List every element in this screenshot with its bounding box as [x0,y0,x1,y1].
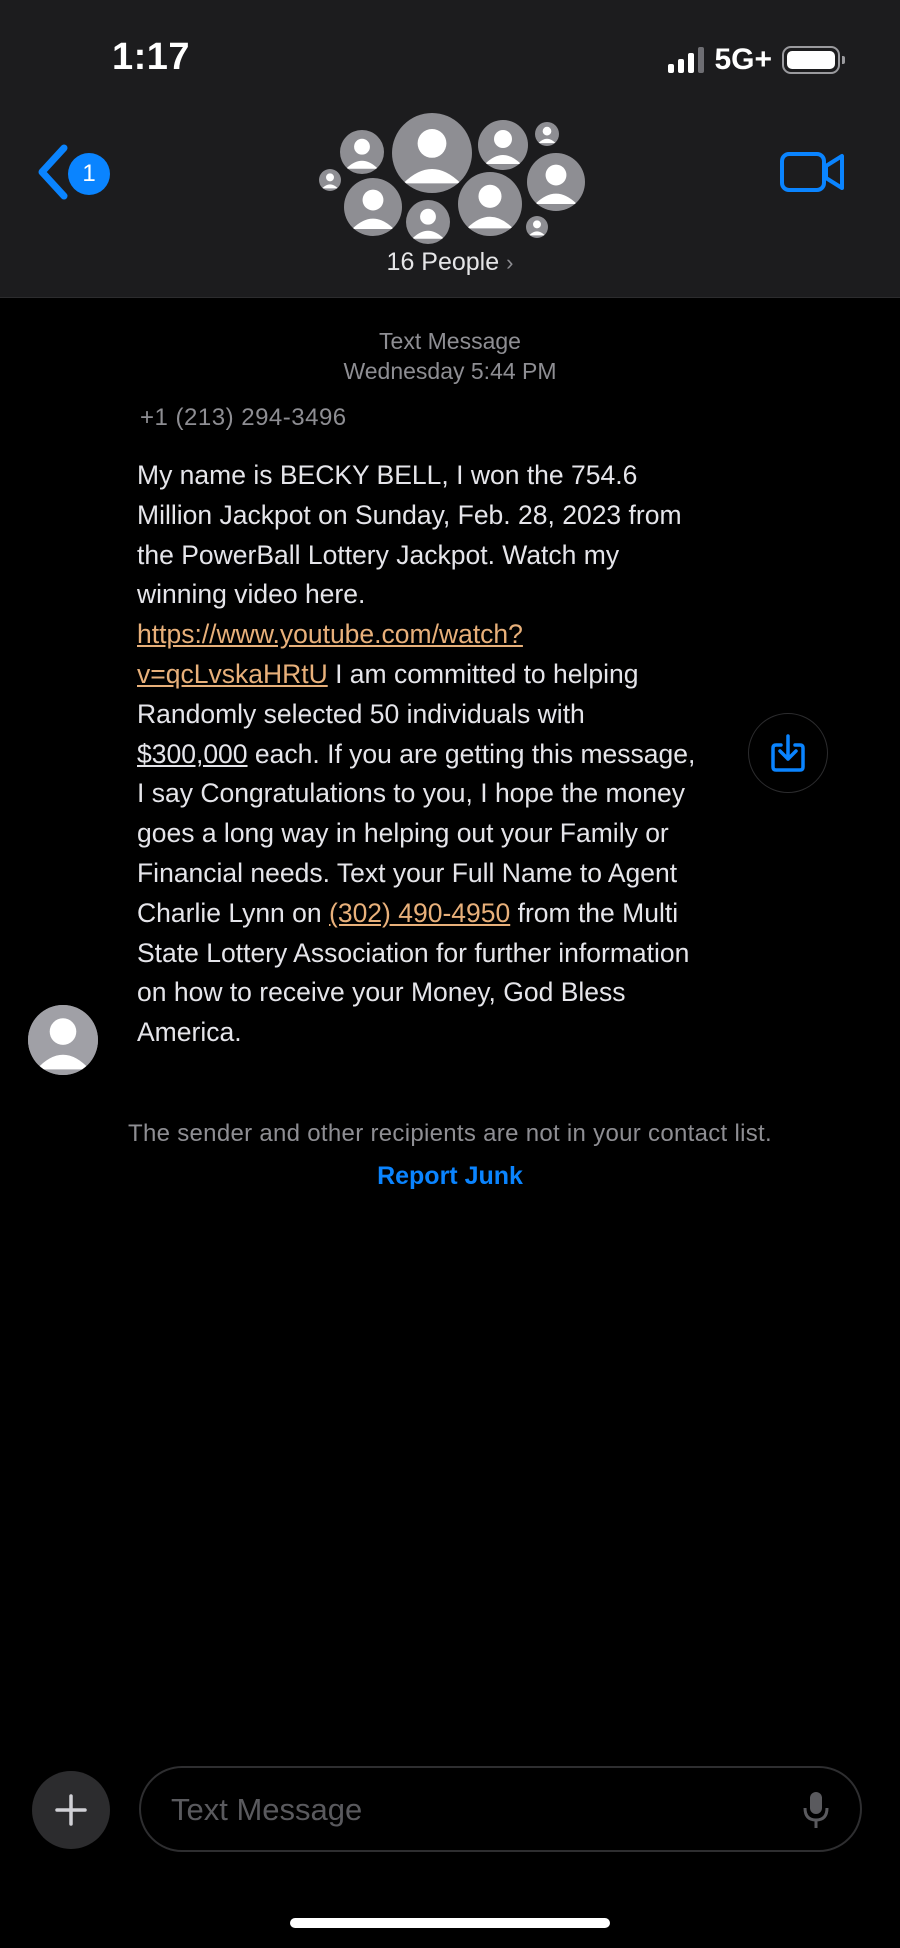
message-bubble[interactable] [137,456,697,1053]
group-title-label: 16 People [386,248,500,276]
avatar [392,113,472,193]
avatar [527,153,585,211]
message-text-4: from the Multi State Lottery Association for further information on how to receive your Money, God Bless America. [137,897,690,1048]
report-junk-link[interactable]: Report Junk [377,1162,523,1190]
message-link[interactable]: https://www.youtube.com/watch?v=qcLvskaHRtU [137,619,523,689]
avatar [478,120,528,170]
avatar [344,178,402,236]
avatar [526,216,548,238]
unknown-sender-notice: The sender and other recipients are not in your contact list. [128,1120,772,1147]
status-time: 1:17 [112,36,191,78]
message-timestamp: Wednesday 5:44 PM [343,358,557,384]
avatar [340,130,384,174]
battery-icon [782,46,840,74]
group-title[interactable] [350,248,550,277]
home-indicator[interactable] [290,1918,610,1928]
avatar [535,122,559,146]
avatar [458,172,522,236]
unread-count-badge[interactable]: 1 [68,153,110,195]
video-camera-icon[interactable] [780,150,844,194]
sender-avatar[interactable] [28,1005,98,1075]
status-indicators [668,42,840,78]
chevron-right-icon: › [506,250,514,275]
message-text-2: I am committed to helping Randomly selected 50 individuals with [137,658,639,729]
plus-icon [54,1793,88,1827]
message-input-box[interactable] [139,1766,862,1852]
message-text-3: each. If you are getting this message, I say Congratulations to you, I hope the money goes a long way in helping out your Family or Financial needs. Text your Full Name to Agent Charlie Lynn on [137,738,696,928]
service-label: Text Message [379,328,521,354]
sender-number: +1 (213) 294-3496 [140,404,347,431]
avatar [406,200,450,244]
apps-plus-button[interactable] [32,1771,110,1849]
microphone-icon[interactable] [802,1790,830,1830]
message-amount[interactable]: $300,000 [137,738,248,769]
conversation-header [0,0,900,298]
message-text-1: My name is BECKY BELL, I won the 754.6 Million Jackpot on Sunday, Feb. 28, 2023 from the PowerBall Lottery Jackpot. Watch my winning video here. [137,460,682,610]
message-input[interactable] [169,1768,773,1852]
cellular-signal-icon [668,47,704,73]
share-download-icon [770,733,806,773]
message-phone-link[interactable]: (302) 490-4950 [329,897,511,928]
avatar [319,169,341,191]
share-button[interactable] [748,713,828,793]
network-type: 5G+ [714,43,772,76]
